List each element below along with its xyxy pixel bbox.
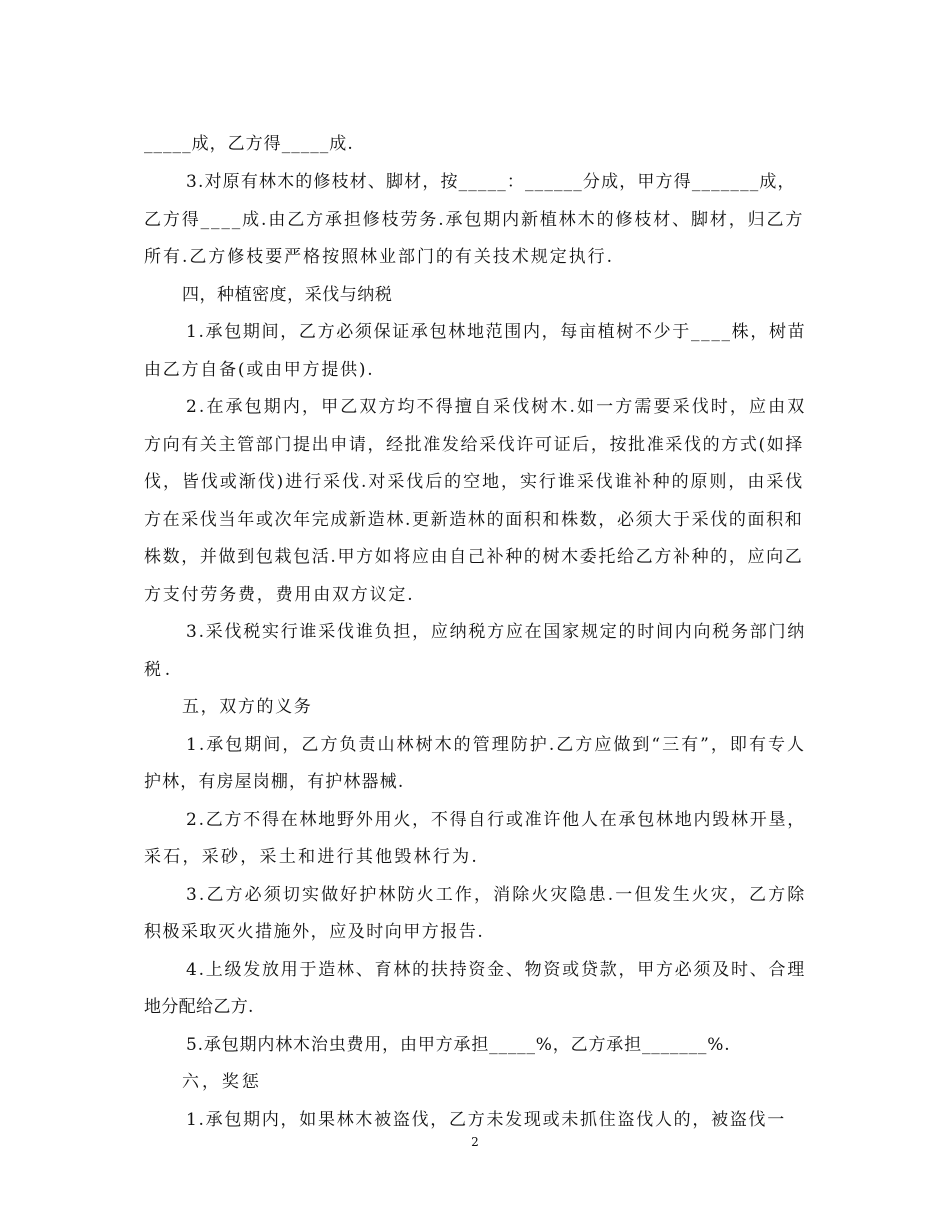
text-line: 3.采伐税实行谁采伐谁负担，应纳税方应在国家规定的时间内向税务部门纳 — [186, 622, 807, 642]
text-line: _____成，乙方得_____成. — [144, 134, 354, 154]
text-line: 所有.乙方修枝要严格按照林业部门的有关技术规定执行. — [144, 247, 615, 267]
text-line: 积极采取灭火措施外，应及时向甲方报告. — [144, 922, 485, 942]
text-line: 4.上级发放用于造林、育林的扶持资金、物资或贷款，甲方必须及时、合理 — [186, 960, 807, 980]
text-line: 1.承包期间，乙方负责山林树木的管理防护.乙方应做到“三有”，即有专人 — [186, 735, 807, 755]
section-heading: 六，奖惩 — [182, 1072, 262, 1092]
text-line: 株数，并做到包栽包活.甲方如将应由自己补种的树木委托给乙方补种的，应向乙 — [144, 547, 804, 567]
text-line: 由乙方自备(或由甲方提供). — [144, 360, 375, 380]
text-line: 方向有关主管部门提出申请，经批准发给采伐许可证后，按批准采伐的方式(如择 — [144, 435, 804, 455]
text-line: 5.承包期内林木治虫费用，由甲方承担_____%，乙方承担_______%. — [186, 1035, 731, 1055]
text-line: 伐，皆伐或渐伐)进行采伐.对采伐后的空地，实行谁采伐谁补种的原则，由采伐 — [144, 472, 805, 492]
text-line: 1.承包期间，乙方必须保证承包林地范围内，每亩植树不少于____株，树苗 — [186, 322, 807, 342]
text-line: 税. — [144, 660, 174, 680]
text-line: 地分配给乙方. — [144, 997, 254, 1017]
text-line: 3.乙方必须切实做好护林防火工作，消除火灾隐患.一但发生火灾，乙方除 — [186, 885, 807, 905]
text-line: 2.乙方不得在林地野外用火，不得自行或准许他人在承包林地内毁林开垦， — [186, 810, 807, 830]
page-number: 2 — [471, 1135, 479, 1149]
text-line: 3.对原有林木的修枝材、脚材，按_____：______分成，甲方得_______成， — [186, 172, 796, 192]
text-line: 2.在承包期内，甲乙双方均不得擅自采伐树木.如一方需要采伐时，应由双 — [186, 397, 807, 417]
text-line: 乙方得____成.由乙方承担修枝劳务.承包期内新植林木的修枝材、脚材，归乙方 — [144, 210, 805, 230]
section-heading: 五，双方的义务 — [182, 697, 313, 717]
text-line: 护林，有房屋岗棚，有护林器械. — [144, 772, 405, 792]
section-heading: 四，种植密度，采伐与纳税 — [182, 285, 393, 305]
text-line: 方支付劳务费，费用由双方议定. — [144, 585, 415, 605]
text-line: 采石，采砂，采土和进行其他毁林行为. — [144, 847, 480, 867]
text-line: 方在采伐当年或次年完成新造林.更新造林的面积和株数，必须大于采伐的面积和 — [144, 510, 804, 530]
text-line: 1.承包期内，如果林木被盗伐，乙方未发现或未抓住盗伐人的，被盗伐一 — [186, 1110, 786, 1130]
